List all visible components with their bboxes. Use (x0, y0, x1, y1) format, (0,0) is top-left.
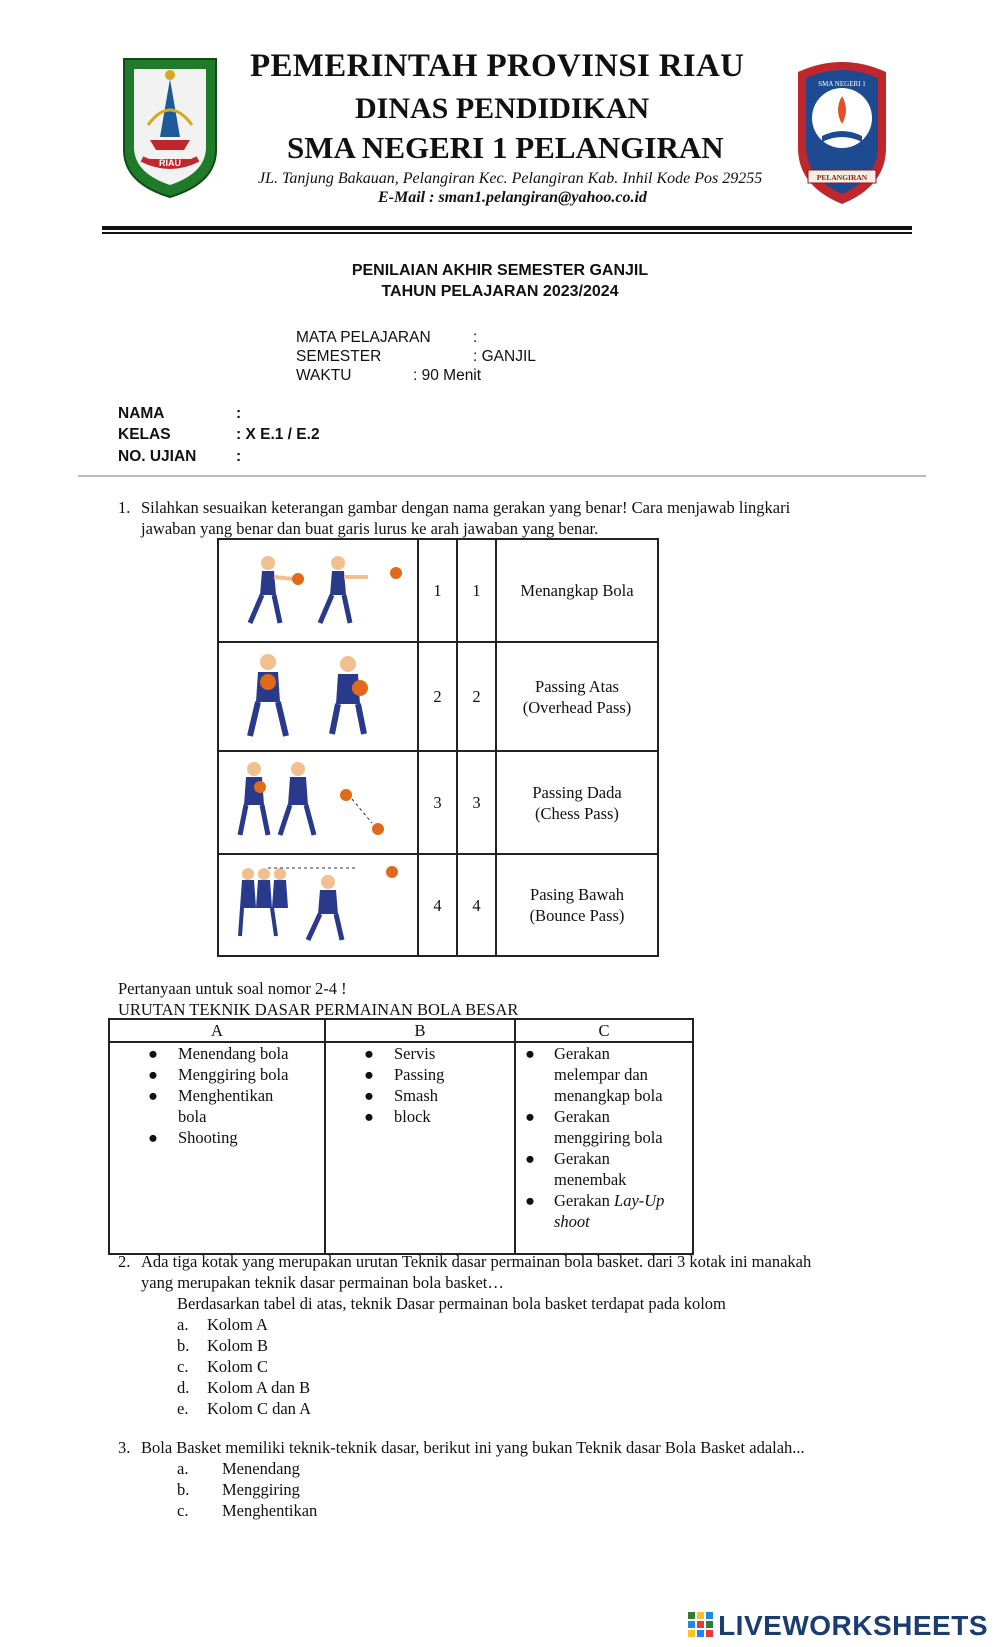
list-item: ● block (364, 1107, 431, 1126)
waktu-label: WAKTU (296, 367, 352, 384)
column-b-header: B (325, 1019, 515, 1042)
movement-label: Passing Dada (532, 782, 622, 802)
q3-option-c[interactable]: c. Menghentikan (177, 1501, 318, 1520)
overhead-pass-illustration (228, 646, 408, 742)
riau-province-logo (120, 55, 220, 200)
question-3-text-line1: Bola Basket memiliki teknik-teknik dasar, berikut ini yang bukan Teknik dasar Bola Basket adalah... (141, 1438, 805, 1457)
letterhead-email: E-Mail : sman1.pelangiran@yahoo.co.id (378, 189, 647, 206)
list-item: ● Servis (364, 1044, 436, 1063)
left-number-cell: 4 (418, 854, 457, 956)
matching-row (218, 642, 658, 751)
list-item: ● Gerakan melempar dan menangkap bola (525, 1044, 663, 1105)
image-cell (218, 854, 418, 956)
crest-ribbon-text: PELANGIRAN (816, 173, 868, 182)
semester-label: SEMESTER (296, 348, 382, 365)
movement-label-cell[interactable] (496, 539, 658, 642)
waktu-value: : 90 Menit (413, 367, 482, 384)
q2-option-e[interactable]: e. Kolom C dan A (177, 1399, 312, 1418)
crest-top-text: SMA NEGERI 1 (818, 80, 866, 88)
column-c-header: C (515, 1019, 693, 1042)
movement-label-cell[interactable] (496, 854, 658, 956)
list-item: ● Menghentikan bola (148, 1086, 274, 1126)
image-cell (218, 751, 418, 854)
column-c-cell (515, 1042, 693, 1254)
question-1-text-line1: Silahkan sesuaikan keterangan gambar dengan nama gerakan yang benar! Cara menjawab lingkari (141, 498, 791, 517)
mata-pelajaran-label: MATA PELAJARAN (296, 329, 431, 346)
matching-row (218, 539, 658, 642)
kelas-label: KELAS (118, 426, 171, 443)
movement-label: Passing Atas (535, 676, 619, 696)
right-number-cell: 1 (457, 539, 496, 642)
nama-value: : (236, 405, 242, 422)
matching-row (218, 854, 658, 956)
exam-year: TAHUN PELAJARAN 2023/2024 (381, 283, 619, 300)
image-cell (218, 642, 418, 751)
question-3 (118, 1437, 978, 1458)
nama-label: NAMA (118, 405, 165, 422)
q2-option-d[interactable]: d. Kolom A dan B (177, 1378, 311, 1397)
list-item: ● Shooting (148, 1128, 238, 1147)
question-1 (118, 497, 948, 539)
liveworksheets-text: LIVEWORKSHEETS (718, 1610, 988, 1641)
question-1-text-line2: jawaban yang benar dan buat garis lurus ke arah jawaban yang benar. (141, 519, 599, 538)
section-divider (78, 475, 926, 477)
movement-label-sub: (Overhead Pass) (522, 697, 632, 717)
list-item: ● Menggiring bola (148, 1065, 289, 1084)
movement-label-cell[interactable] (496, 642, 658, 751)
catching-ball-illustration (228, 543, 408, 633)
matching-row (218, 751, 658, 854)
letterhead-department: DINAS PENDIDIKAN (355, 92, 650, 125)
list-item: ● Gerakan menggiring bola (525, 1107, 663, 1147)
mata-pelajaran-value: : (473, 329, 478, 346)
question-2-text-line1: Ada tiga kotak yang merupakan urutan Teknik dasar permainan bola basket. dari 3 kotak ini manakah (141, 1252, 812, 1271)
liveworksheets-icon (688, 1612, 714, 1638)
left-number-cell: 1 (418, 539, 457, 642)
left-number-cell: 3 (418, 751, 457, 854)
q3-option-a[interactable]: a. Menendang (177, 1459, 300, 1478)
table-title: URUTAN TEKNIK DASAR PERMAINAN BOLA BESAR (118, 1000, 519, 1019)
movement-label: Menangkap Bola (520, 581, 634, 600)
table-intro: Pertanyaan untuk soal nomor 2-4 ! (118, 979, 347, 998)
q2-option-a[interactable]: a. Kolom A (177, 1315, 268, 1334)
movement-label: Pasing Bawah (530, 885, 624, 904)
exam-title: PENILAIAN AKHIR SEMESTER GANJIL (351, 262, 649, 279)
question-2 (118, 1251, 978, 1314)
no-ujian-label: NO. UJIAN (118, 448, 197, 465)
semester-value: : GANJIL (473, 348, 536, 365)
letterhead-government: PEMERINTAH PROVINSI RIAU (250, 48, 745, 84)
liveworksheets-logo (688, 1610, 988, 1642)
q3-option-b[interactable]: b. Menggiring (177, 1480, 300, 1499)
q2-option-b[interactable]: b. Kolom B (177, 1336, 268, 1355)
school-crest-logo (792, 58, 892, 208)
kelas-value: : X E.1 / E.2 (236, 426, 320, 443)
letterhead-address: JL. Tanjung Bakauan, Pelangiran Kec. Pelangiran Kab. Inhil Kode Pos 29255 (258, 170, 763, 187)
list-item: ● Passing (364, 1065, 445, 1084)
image-cell (218, 539, 418, 642)
no-ujian-value: : (236, 448, 242, 465)
movement-label-cell[interactable] (496, 751, 658, 854)
movement-label-sub: (Bounce Pass) (529, 906, 625, 925)
question-2-text-line3: Berdasarkan tabel di atas, teknik Dasar permainan bola basket terdapat pada kolom (177, 1294, 726, 1313)
list-item: ● Smash (364, 1086, 439, 1105)
list-item: ● Menendang bola (148, 1044, 289, 1063)
right-number-cell: 2 (457, 642, 496, 751)
left-number-cell: 2 (418, 642, 457, 751)
question-2-text-line2: yang merupakan teknik dasar permainan bola basket… (141, 1273, 504, 1292)
technique-table (108, 1018, 694, 1255)
question-2-number: 2. (118, 1252, 131, 1271)
letterhead-rule-thick (102, 226, 912, 230)
letterhead-rule-thin (102, 232, 912, 234)
column-a-cell (109, 1042, 325, 1254)
letterhead-school: SMA NEGERI 1 PELANGIRAN (287, 130, 724, 165)
question-3-number: 3. (118, 1438, 131, 1457)
matching-table (217, 538, 659, 957)
column-b-cell (325, 1042, 515, 1254)
chest-pass-illustration (228, 755, 408, 845)
movement-label-sub: (Chess Pass) (535, 803, 619, 823)
bounce-pass-illustration (228, 858, 408, 948)
riau-logo-text: RIAU (159, 158, 181, 168)
list-item: ● Gerakan Lay-Up shoot (525, 1191, 665, 1231)
list-item: ● Gerakan menembak (525, 1149, 627, 1189)
right-number-cell: 3 (457, 751, 496, 854)
right-number-cell: 4 (457, 854, 496, 956)
question-1-number: 1. (118, 498, 131, 517)
column-a-header: A (109, 1019, 325, 1042)
q2-option-c[interactable]: c. Kolom C (177, 1357, 268, 1376)
